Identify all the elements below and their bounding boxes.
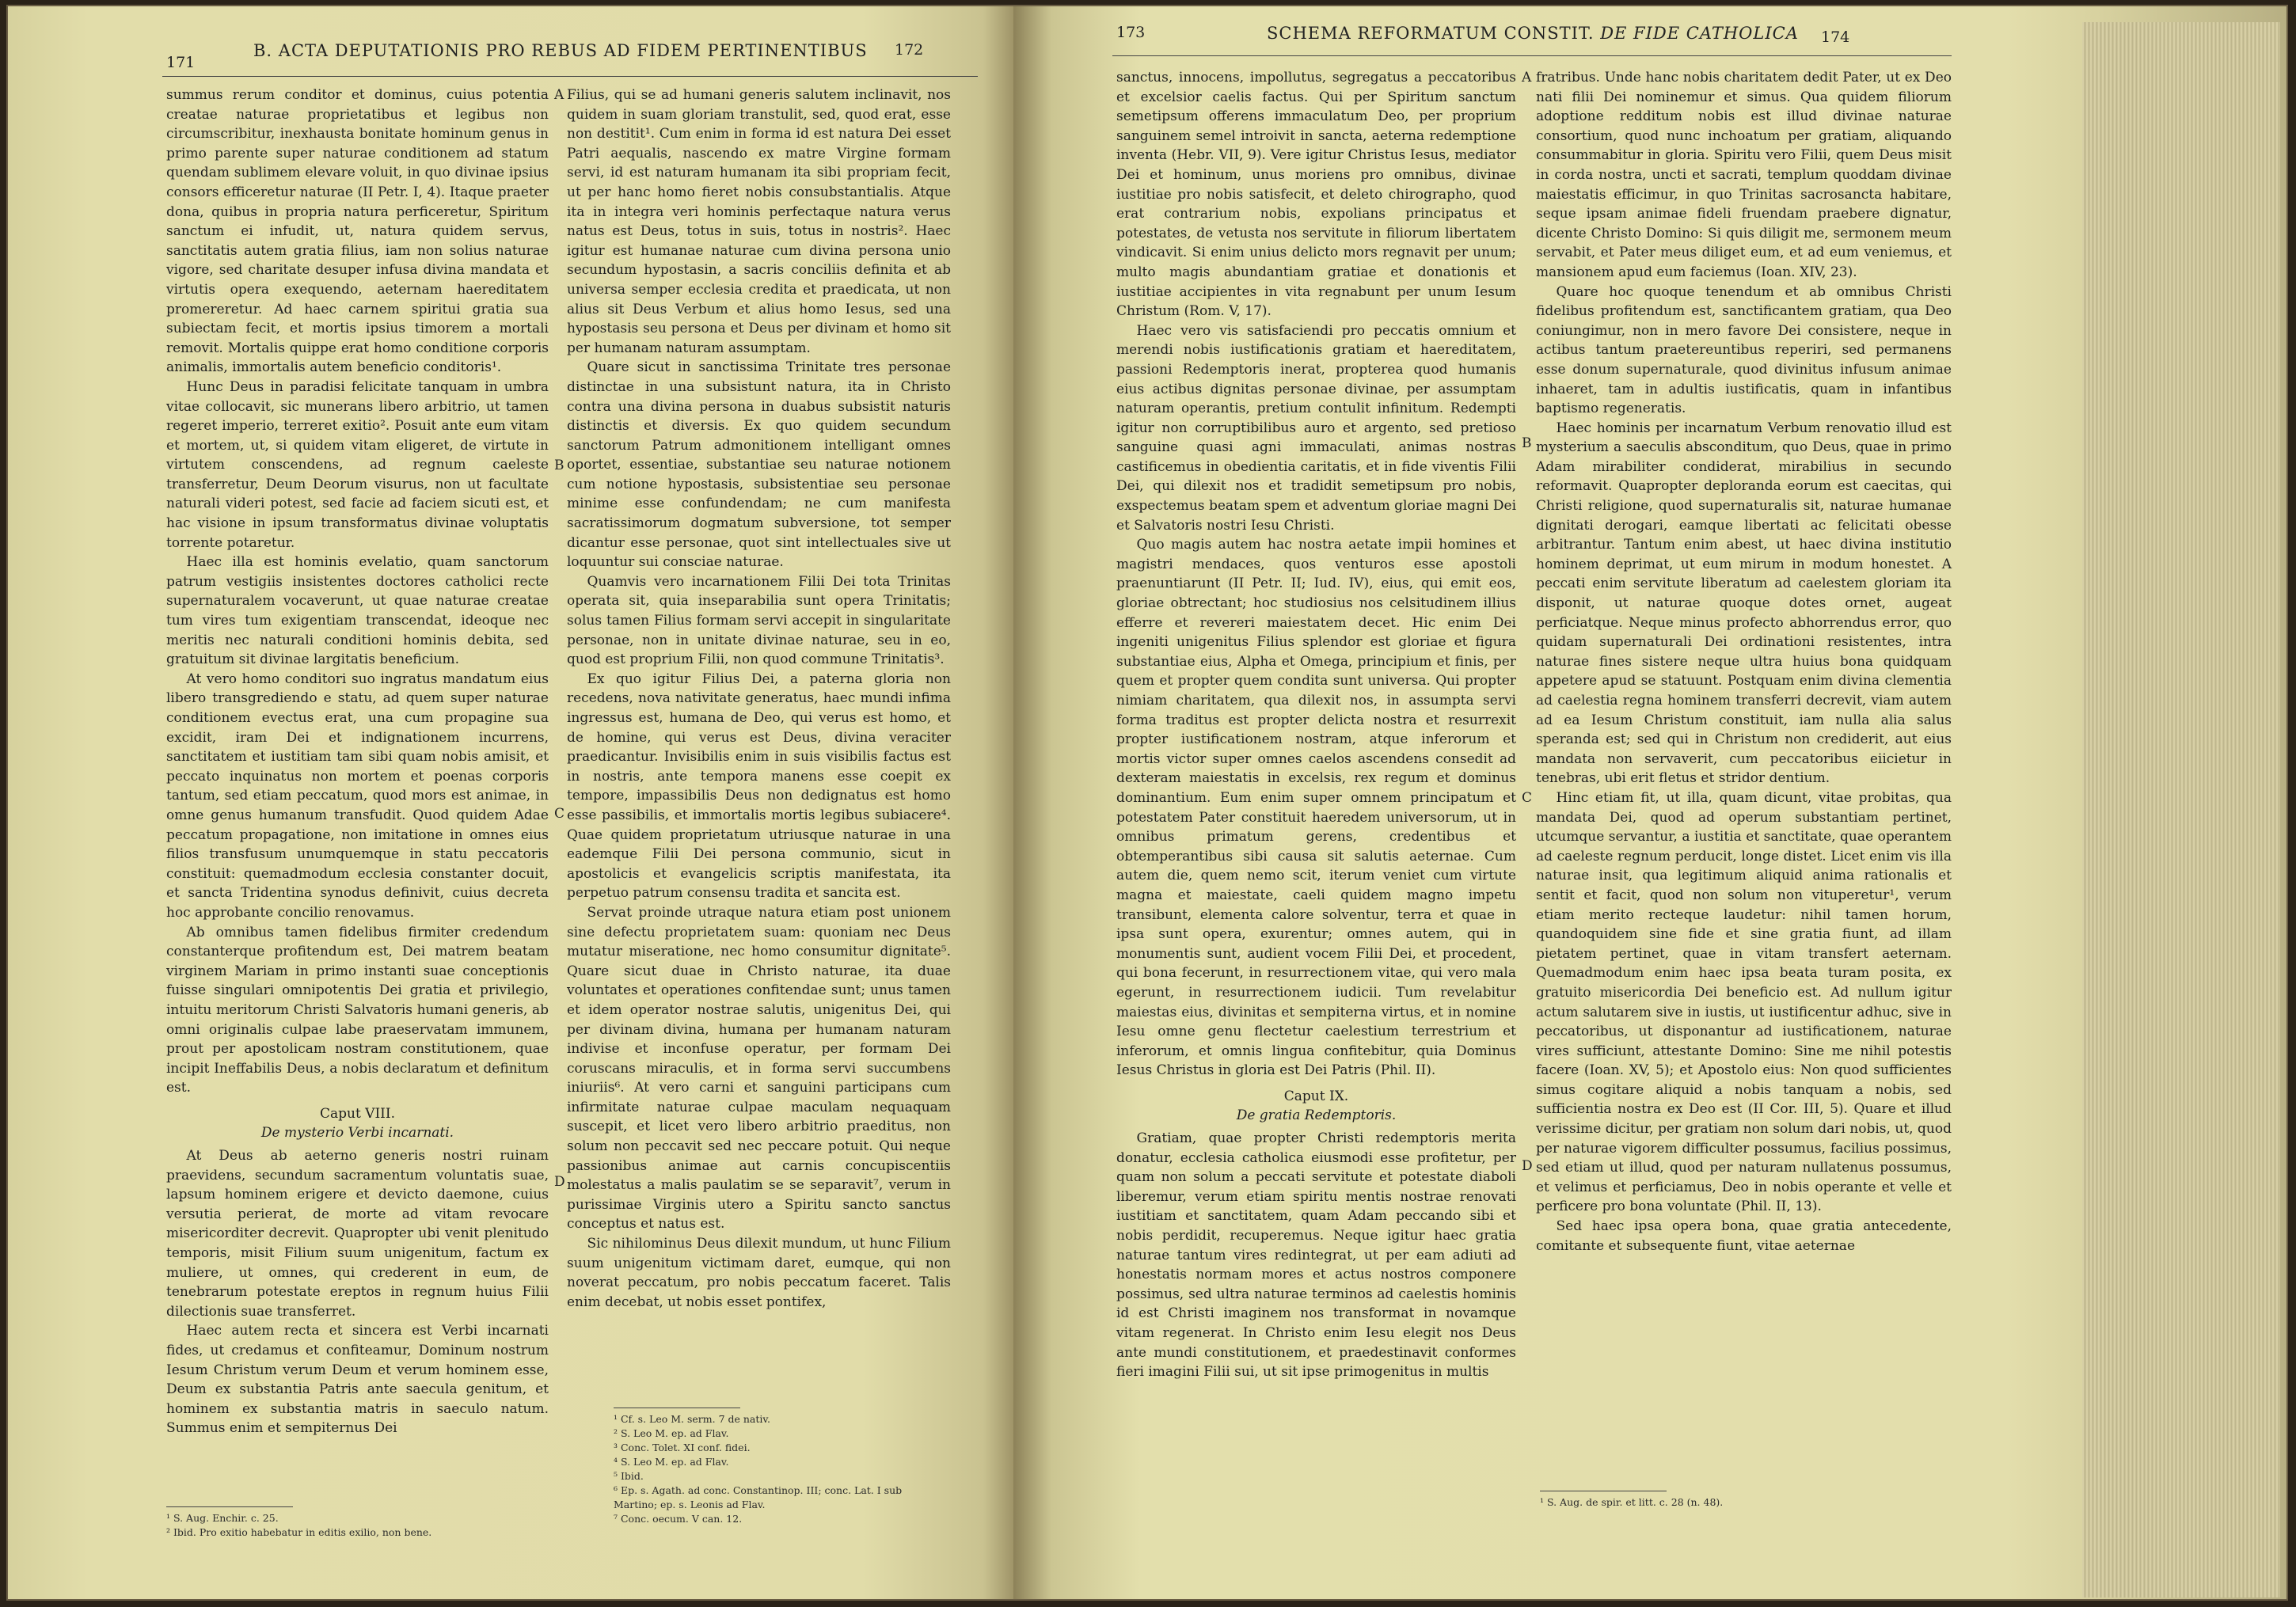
paragraph: sanctus, innocens, impollutus, segregatus a peccatoribus et excelsior caelis factus. Qui per Spiritum sanctum semetipsum offerens immaculatum Deo, per proprium sanguinem semel introivit in sancta, aeterna redemptione inventa (Hebr. VII, 9). Vere igitur Christus Iesus, mediator Dei et hominum, unus moriens pro omnibus, divinae iustitiae pro nobis satisfecit, et deleto chirographo, quod erat contrarium nobis, expolians principatus et potestates, de vetusta nos servitute in filiorum libertatem vindicavit. Si enim unius delicto mors regnavit per unum; multo magis abundantiam gratiae et donationis et iustitiae accipientes in vita regnabunt per unum Iesum Christum (Rom. V, 17). [1116, 70, 1516, 320]
footnote: ² S. Leo M. ep. ad Flav. [614, 1427, 729, 1439]
page-edges [2082, 22, 2280, 1598]
left-page [8, 6, 1013, 1599]
paragraph: Hunc Deus in paradisi felicitate tanquam in umbra vitae collocavit, sic munerans libero arbitrio, ut tamen regeret imperio, terreret exitio². Posuit ante eum vitam et mortem, ut, si quidem vitam eligeret, de virtute in virtutem conscendens, ad regnum caeleste transferretur, Deum Deorum visurus, non ut facultate naturali videri potest, sed facie ad faciem sicuti est, et hac visione in ipsum transformatus divinae voluptatis torrente potaretur. [166, 378, 549, 551]
footnote: ⁴ S. Leo M. ep. ad Flav. [614, 1456, 729, 1468]
paragraph: Haec illa est hominis evelatio, quam sanctorum patrum vestigiis insistentes doctores catholici recte supernaturalem vocaverunt, ut quae naturae creatae tum vires tum exigentiam transcendat, ideoque nec meritis nec naturali conditioni hominis debita, sed gratuitum sit divinae largitatis beneficium. [166, 554, 549, 668]
paragraph: Hinc etiam fit, ut illa, quam dicunt, vitae probitas, qua mandata Dei, quod ad operum substantiam pertinet, utcumque servantur, a iustitia et sanctitate, quae operantem ad caeleste regnum perducit, longe distet. Licet enim vis illa naturae insit, qua legitimum aliquid anima rationalis et sentit et facit, quod non solum non vituperetur¹, verum etiam merito recteque laudetur: nihil tamen horum, quandoquidem sine fide et sine gratia fiunt, ad illam pietatem pertinet, quae in vitam transfert aeternam. Quemadmodum enim haec ipsa beata turam posita, ex gratuito misericordia Dei beneficio est. Ad nullum igitur actum salutarem sive in iustis, ut iustificentur adhuc, sive in peccatoribus, ut disponantur ad iustificationem, naturae vires sufficiunt, attestante Domino: Sine me nihil potestis facere (Ioan. XV, 5); et Apostolo eius: Non quod sufficientes simus cogitare aliquid a nobis tanquam a nobis, sed sufficientia nostra ex Deo est (II Cor. III, 5). Quare et illud verissime dicitur, per gratiam non solum dari nobis, ut, quod per naturae vigorem difficulter possumus, facilius possimus, sed etiam ut illud, quod per naturam nullatenus possumus, et velimus et perficiamus, Deo in nobis operante et velle et perficere pro bona voluntate (Phil. II, 13). [1536, 789, 1952, 1215]
margin-letter: D [1522, 1158, 1533, 1174]
paragraph: Haec vero vis satisfaciendi pro peccatis omnium et merendi nobis iustificationis gratiam et haereditatem, passioni Redemptoris inerat, propterea quod humanis eius actibus dignitas personae divinae, per assumptam naturam operantis, pretium contulit infinitum. Redempti igitur non corruptibilibus auro et argento, sed pretioso sanguine quasi agni immaculati, animas nostras castificemus in obedientia caritatis, et in fide viventis Filii Dei, qui dilexit nos et tradidit semetipsum pro nobis, exspectemus beatam spem et adventum gloriae magni Dei et Salvatoris nostri Iesu Christi. [1116, 322, 1516, 534]
footnote: ¹ S. Aug. Enchir. c. 25. [166, 1512, 279, 1524]
page-number: 171 [166, 54, 196, 71]
header-italic: DE FIDE CATHOLICA [1600, 24, 1799, 43]
running-header: B. ACTA DEPUTATIONIS PRO REBUS AD FIDEM PERTINENTIBUS [253, 41, 868, 60]
paragraph: Quare hoc quoque tenendum et ab omnibus Christi fidelibus profitendum est, sanctificantem gratiam, qua Deo coniungimur, non in mero favore Dei consistere, neque in actibus tantum praetereuntibus reperiri, sed permanens esse donum supernaturale, quod divinitus infusum animae inhaeret, tam in adultis iustificatis, quam in infantibus baptismo regeneratis. [1536, 283, 1952, 417]
header-rule [1112, 55, 1952, 56]
paragraph: fratribus. Unde hanc nobis charitatem dedit Pater, ut ex Deo nati filii Dei nominemur et simus. Qua quidem filiorum adoptione redditum nobis est illud divinae naturae consortium, quod nunc inchoatum per gratiam, aliquando consummabitur in gloria. Spiritu vero Filii, quem Deus misit in corda nostra, uncti et sacrati, templum quoddam divinae maiestatis efficimur, in quo Trinitas sacrosancta habitare, seque ipsam animae fideli fruendam praebere dignatur, dicente Christo Domino: Si quis diligit me, sermonem meum servabit, et Pater meus diliget eum, et ad eum veniemus, et mansionem apud eum faciemus (Ioan. XIV, 23). [1536, 70, 1952, 280]
margin-letter: C [554, 806, 565, 822]
paragraph: Servat proinde utraque natura etiam post unionem sine defectu proprietatem suam: quoniam nec Deus mutatur miseratione, nec homo consumitur dignitate⁵. Quare sicut duae in Christo naturae, ita duae voluntates et operationes confitendae sunt; unus tamen et idem operator nostrae salutis, unigenitus Dei, qui per divinam divina, humana per humanam naturam indivise et inconfuse operatur, per formam Dei coruscans miraculis, et in forma servi succumbens iniuriis⁶. At vero carni et sanguini participans cum infirmitate naturae culpae maculam nequaquam suscepit, et licet vero libero arbitrio praeditus, non solum non peccavit sed nec peccare potuit. Qui neque passionibus animae aut carnis concupiscentiis molestatus a malis paulatim se se separavit⁷, verum in purissimae Virginis utero a Spiritu sancto sanctus conceptus et natus est. [567, 904, 951, 1233]
text-column [1536, 68, 1952, 1477]
margin-letter: C [1522, 790, 1533, 806]
paragraph: Sed haec ipsa opera bona, quae gratia antecedente, comitante et subsequente fiunt, vitae aeternae [1536, 1218, 1952, 1254]
footnote: ⁷ Conc. oecum. V can. 12. [614, 1513, 743, 1525]
paragraph: Ex quo igitur Filius Dei, a paterna gloria non recedens, nova nativitate generatus, haec mundi infima ingressus est, humana de Deo, qui verus est homo, et de homine, qui verus est Deus, divina veraciter praedicantur. Invisibilis enim in suis visibilis factus est in nostris, ante tempora manens esse coepit ex tempore, impassibilis Deus non dedignatus est homo esse passibilis, et immortalis mortis legibus subiacere⁴. Quae quidem proprietatum utriusque naturae in una eademque Filii Dei persona communio, sicut in apostolicis et evangelicis scriptis manifestata, ita perpetuo patrum consensu tradita et sancita est. [567, 671, 951, 902]
margin-letter: B [1522, 435, 1532, 451]
footnotes [166, 1506, 549, 1540]
footnote-rule [166, 1506, 293, 1507]
text-column [567, 85, 951, 1384]
margin-letter: A [1522, 70, 1532, 85]
page-number: 174 [1821, 28, 1850, 46]
paragraph: Haec hominis per incarnatum Verbum renovatio illud est mysterium a saeculis absconditum, quo Deus, quae in primo Adam mirabiliter condiderat, mirabilius in secundo reformavit. Quapropter deploranda eorum est caecitas, qui Christi religione, quod supernaturalis sit, naturae humanae dignitati derogari, eamque libertati ac felicitati obesse arbitrantur. Tantum enim abest, ut haec divina institutio hominem deprimat, ut eum mirum in modum honestet. A peccati enim servitute liberatum ad caelestem gloriam ita disponit, ut naturae quoque dotes ornet, augeat perficiatque. Neque minus profecto abhorrendus error, quo quidam supernaturali Dei ordinationi resistentes, intra naturae fines sistere neque ultra huius bona quidquam appetere apud se statuunt. Postquam enim divina clementia ad caelestia regna hominem transferri decrevit, viam autem ad ea Iesum Christum constituit, iam nulla alia salus speranda est; sed qui in Christum non crediderit, aut eius mandata non servaverit, cum peccatoribus eiicietur in tenebras, ubi erit fletus et stridor dentium. [1536, 420, 1952, 787]
footnote: ³ Conc. Tolet. XI conf. fidei. [614, 1442, 751, 1453]
paragraph: Gratiam, quae propter Christi redemptoris merita donatur, ecclesia catholica eiusmodi esse profitetur, per quam non solum a peccati servitute et potestate diaboli liberemur, verum etiam spiritu mentis nostrae renovati iustitiam et sanctitatem, quam Adam peccando sibi et nobis perdidit, recuperemus. Neque igitur haec gratia naturae tantum vires redintegrat, ut per eam adiuti ad honestatis normam mores et actus nostros componere possimus, sed ultra naturae terminos ad caelestis hominis id est Christi imaginem nos transformat in novamque vitam regenerat. In Christo enim Iesu elegit nos Deus ante mundi constitutionem, et praedestinavit conformes fieri imagini Filii sui, ut sit ipse primogenitus in multis [1116, 1130, 1516, 1381]
paragraph: summus rerum conditor et dominus, cuius potentia creatae naturae proprietatibus et legibus non circumscribitur, inexhausta bonitate hominum genus in primo parente super naturae conditionem ad statum quendam sublimem elevare voluit, in quo divinae ipsius consors efficeretur naturae (II Petr. I, 4). Itaque praeter dona, quibus in propria natura perficeretur, Spiritum sanctum ei infudit, ut, natura quidem servus, sanctitatis autem gratia filius, iam non solius naturae vigore, sed charitate desuper infusa divina mandata et virtutis opera exequendo, aeternam haereditatem promereretur. Ad haec carnem spiritui gratia sua subiectam fecit, et mortis ipsius timorem a mortali removit. Mortalis quippe erat homo conditione corporis animalis, immortalis autem beneficio conditoris¹. [166, 87, 549, 376]
book-spread [8, 6, 2286, 1599]
header-text: SCHEMA REFORMATUM CONSTIT. [1267, 24, 1595, 43]
text-column [166, 85, 549, 1503]
margin-letter: D [554, 1174, 565, 1190]
paragraph: Sic nihilominus Deus dilexit mundum, ut hunc Filium suum unigenitum victimam daret, eumque, qui non noverat peccatum, pro nobis peccatum faceret. Talis enim decebat, ut nobis esset pontifex, [567, 1236, 951, 1310]
page-number: 173 [1116, 24, 1146, 41]
margin-letter: A [554, 87, 564, 103]
paragraph: Quare sicut in sanctissima Trinitate tres personae distinctae in una subsistunt natura, ita in Christo contra una divina persona in duabus subsistit naturis distinctis et diversis. Ex quo quidem secundum sanctorum Patrum admonitionem intelligant omnes oportet, essentiae, substantiae seu naturae notionem cum notione hypostasis, subsistentiae seu personae minime esse confundendam; ne cum manifesta sacratissimorum dogmatum subversione, tot semper dicantur esse personae, quot sint intellectuales sive ut loquuntur sui consciae naturae. [567, 359, 951, 571]
paragraph: At Deus ab aeterno generis nostri ruinam praevidens, secundum sacramentum voluntatis suae, lapsum hominem erigere et devicto daemone, cuius versutia perierat, de morte ad vitam revocare misericorditer decrevit. Quapropter ubi venit plenitudo temporis, misit Filium suum unigenitum, factum ex muliere, ut omnes, qui crederent in eum, de tenebrarum potestate ereptos in regnum huius Filii dilectionis suae transferret. [166, 1148, 549, 1320]
paragraph: Quamvis vero incarnationem Filii Dei tota Trinitas operata sit, quia inseparabilia sunt opera Trinitatis; solus tamen Filius formam servi accepit in singularitate personae, non in unitate divinae naturae, seu in eo, quod est proprium Filii, non quod commune Trinitatis³. [567, 573, 951, 668]
footnotes [1540, 1491, 1936, 1510]
paragraph: Haec autem recta et sincera est Verbi incarnati fides, ut credamus et confiteamur, Dominum nostrum Iesum Christum verum Deum et verum hominem esse, Deum ex substantia Patris ante saecula genitum, et hominem ex substantia matris in saeculo natum. Summus enim et sempiternus Dei [166, 1323, 549, 1437]
footnote: ² Ibid. Pro exitio habebatur in editis exilio, non bene. [166, 1526, 432, 1538]
footnote: ⁶ Ep. s. Agath. ad conc. Constantinop. III; conc. Lat. I sub [614, 1484, 903, 1496]
paragraph: Quo magis autem hac nostra aetate impii homines et magistri mendaces, quos venturos esse apostoli praenuntiarunt (II Petr. II; Iud. IV), eius, qui emit eos, gloriae obtrectant; hoc studiosius nos celsitudinem illius efferre et revereri maiestatem decet. Hic enim Dei ingeniti unigenitus Filius splendor est gloriae et figura substantiae eius, Alpha et Omega, principium et finis, per quem et propter quem condita sunt universa. Qui propter nimiam charitatem, qua dilexit nos, in assumpta servi forma traditus est propter delicta nostra et resurrexit propter iustificationem nostram, atque inferorum et mortis victor super omnes caelos ascendens consedit ad dexteram maiestatis in excelsis, rex regum et dominus dominantium. Eum enim super omnem principatum et potestatem Pater constituit haeredem universorum, ut in omnibus primatum gerens, credentibus et obtemperantibus sibi causa sit salutis aeternae. Cum autem die, quem nemo scit, iterum veniet cum virtute magna et maiestate, caeli quidem magno impetu transibunt, elementa calore solventur, terra et quae in ipsa sunt opera, exurentur; omnes autem, qui in monumentis sunt, audient vocem Filii Dei, et procedent, qui bona fecerunt, in resurrectionem vitae, qui vero mala egerunt, in resurrectionem iudicii. Tum revelabitur maiestas eius, divinitas et sempiterna virtus, et in nomine Iesu omne genu flectetur caelestium terrestrium et inferorum, et omnis lingua confitebitur, quia Dominus Iesus Christus in gloria est Dei Patris (Phil. II). [1116, 537, 1516, 1079]
chapter-subtitle: De mysterio Verbi incarnati. [260, 1125, 454, 1142]
footnote: ¹ Cf. s. Leo M. serm. 7 de nativ. [614, 1413, 770, 1425]
text-column [1116, 68, 1516, 1501]
margin-letter: B [554, 458, 564, 473]
header-rule [162, 76, 978, 77]
running-header [1267, 24, 1799, 43]
paragraph: At vero homo conditori suo ingratus mandatum eius libero transgrediendo e statu, ad quem super naturae conditionem evectus erat, una cum propagine sua excidit, iram Dei et indignationem incurrens, sanctitatem et iustitiam tam sibi quam nobis amisit, et peccato inquinatus non mortem et poenas corporis tantum, sed etiam peccatum, quod mors est animae, in omne genus humanum transfudit. Quod quidem Adae peccatum propagatione, non imitatione in omnes eius filios transfusum unumquemque in statu peccatoris constituit: quemadmodum ecclesia constanter docuit, et sancta Tridentina synodus definivit, cuius decreta hoc approbante concilio renovamus. [166, 671, 549, 921]
footnote: ¹ S. Aug. de spir. et litt. c. 28 (n. 48). [1540, 1496, 1724, 1508]
paragraph: Ab omnibus tamen fidelibus firmiter credendum constanterque profitendum est, Dei matrem beatam virginem Mariam in primo instanti suae conceptionis fuisse singulari omnipotentis Dei gratia et privilegio, intuitu meritorum Christi Salvatoris humani generis, ab omni originalis culpae labe praeservatam immunem, prout per apostolicam nostram constitutionem, quae incipit Ineffabilis Deus, a nobis declaratum et definitum est. [166, 924, 549, 1096]
chapter-subtitle: De gratia Redemptoris. [1236, 1107, 1397, 1124]
footnote: Martino; ep. s. Leonis ad Flav. [614, 1499, 766, 1510]
footnote: ⁵ Ibid. [614, 1470, 644, 1482]
paragraph: Filius, qui se ad humani generis salutem inclinavit, nos quidem in suam gloriam transtulit, sed, quod erat, esse non destitit¹. Cum enim in forma id est natura Dei esset Patri aequalis, nascendo ex matre Virgine formam servi, id est naturam humanam ita sibi propriam fecit, ut per hanc homo fieret nobis consubstantialis. Atque ita in integra veri hominis perfectaque natura verus natus est Deus, totus in suis, totus in nostris². Haec igitur est humanae naturae cum divina persona unio secundum hypostasin, a sacris conciliis definita et ab universa semper ecclesia credita et praedicata, ut non alius sit Deus Verbum et alius homo Iesus, sed una hypostasis seu persona et Deus per divinam et homo sit per humanam naturam assumptam. [567, 87, 951, 356]
chapter-heading: Caput IX. [1283, 1088, 1349, 1104]
footnotes [614, 1408, 978, 1526]
page-number: 172 [895, 41, 924, 59]
chapter-heading: Caput VIII. [319, 1105, 396, 1122]
